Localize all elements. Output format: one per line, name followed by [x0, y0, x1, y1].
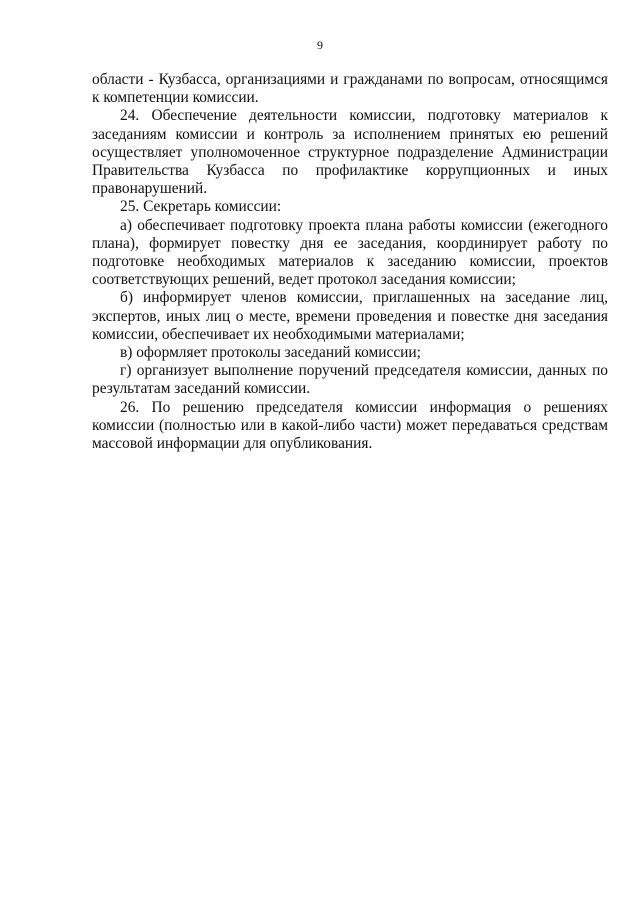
paragraph-item-24: 24. Обеспечение деятельности комиссии, подготовку материалов к заседаниям комиссии и контроль за исполнением принятых ею решений осуществляет уполномоченное структурное подразделение Администрации Правительства Кузбасса по профилактике коррупционных и иных правонарушений.	[92, 107, 608, 198]
paragraph-subitem-g: г) организует выполнение поручений председателя комиссии, данных по результатам заседаний комиссии.	[92, 362, 608, 398]
paragraph-continuation: области - Кузбасса, организациями и гражданами по вопросам, относящимся к компетенции комиссии.	[92, 71, 608, 107]
document-body	[92, 71, 608, 453]
paragraph-subitem-b: б) информирует членов комиссии, приглашенных на заседание лиц, экспертов, иных лиц о месте, времени проведения и повестке дня заседания комиссии, обеспечивает их необходимыми материалами;	[92, 289, 608, 343]
paragraph-subitem-v: в) оформляет протоколы заседаний комиссии;	[120, 344, 421, 362]
paragraph-item-25: 25. Секретарь комиссии:	[120, 198, 282, 216]
page-number: 9	[317, 38, 323, 52]
paragraph-item-26: 26. По решению председателя комиссии информация о решениях комиссии (полностью или в какой-либо части) может передаваться средствам массовой информации для опубликования.	[92, 398, 608, 453]
paragraph-subitem-a: а) обеспечивает подготовку проекта плана работы комиссии (ежегодного плана), формирует повестку дня ее заседания, координирует работу по подготовке необходимых материалов к заседанию комиссии, проектов соответствующих решений, ведет протокол заседания комиссии;	[92, 216, 608, 289]
